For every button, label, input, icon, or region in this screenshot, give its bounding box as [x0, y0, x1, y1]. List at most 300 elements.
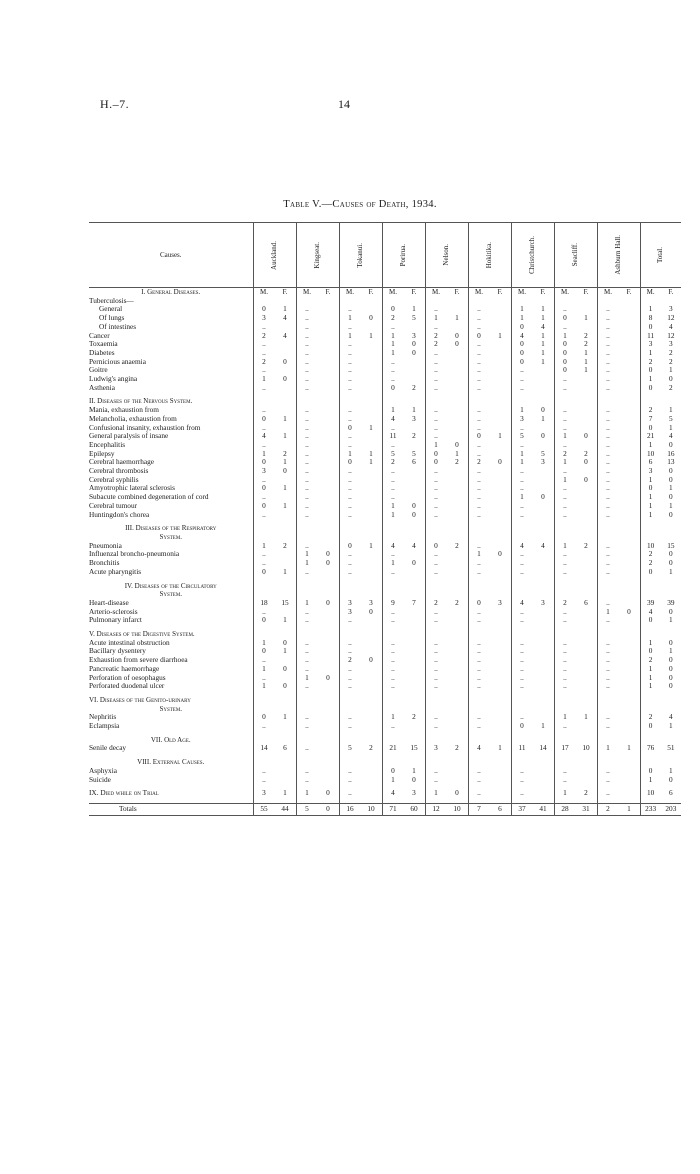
male-count: ..: [348, 339, 352, 349]
female-count: 2: [455, 540, 459, 550]
female-count: 1: [283, 566, 287, 576]
female-count: [318, 332, 339, 341]
male-count: 0: [434, 448, 438, 458]
female-count: [576, 415, 597, 424]
cause-label: Epilepsy: [89, 449, 115, 458]
female-count: 1: [669, 483, 673, 493]
male-count: 0: [262, 566, 266, 576]
cause-label: Totals: [119, 804, 137, 814]
female-count: 1: [283, 483, 287, 493]
female-count: 1: [669, 365, 673, 375]
male-count: ..: [606, 313, 610, 323]
female-count: 0: [669, 492, 673, 502]
female-count: [533, 656, 554, 665]
male-count: 2: [563, 448, 567, 458]
male-count: ..: [606, 492, 610, 502]
male-count: 1: [391, 330, 395, 340]
table-row: [89, 542, 681, 551]
male-count: ..: [348, 765, 352, 775]
female-count: [619, 639, 640, 648]
female-count: [533, 511, 554, 520]
female-count: [275, 550, 296, 559]
male-count: 0: [563, 339, 567, 349]
male-count: ..: [606, 474, 610, 484]
female-count: 4: [283, 330, 287, 340]
male-count: 2: [648, 405, 653, 415]
male-count: ..: [434, 347, 438, 357]
female-count: 0: [669, 466, 673, 476]
female-count: 1: [369, 422, 373, 432]
female-count: 0: [283, 374, 287, 384]
male-count: ..: [348, 483, 352, 493]
male-count: ..: [305, 655, 309, 665]
female-count: [318, 776, 339, 785]
female-count: [533, 502, 554, 511]
female-count: 6: [584, 597, 588, 607]
cause-label: Cerebral haemorrhage: [89, 458, 155, 467]
female-count: 10: [453, 804, 461, 814]
female-count: [275, 511, 296, 520]
male-count: ..: [262, 672, 266, 682]
cause-label: Melancholia, exhaustion from: [89, 414, 177, 423]
male-count: 1: [391, 509, 395, 519]
female-count: [404, 467, 425, 476]
female-count: [490, 647, 511, 656]
female-count: [619, 424, 640, 433]
female-count: [404, 476, 425, 485]
male-count: 1: [648, 304, 653, 314]
female-count: [447, 665, 468, 674]
female-count: [533, 616, 554, 625]
section-heading: VIII. External Causes.: [137, 758, 205, 767]
female-count: [490, 502, 511, 511]
male-count: 55: [260, 804, 268, 814]
female-count: [318, 713, 339, 722]
male-count: ..: [477, 500, 481, 510]
female-count: 39: [667, 597, 675, 607]
male-count: 0: [348, 457, 352, 467]
female-count: [619, 432, 640, 441]
female-count: [576, 616, 597, 625]
female-count: 1: [669, 721, 673, 731]
section-heading-row: [89, 533, 681, 542]
section-heading-row: [89, 582, 681, 591]
table-row: [89, 314, 681, 323]
female-count: [576, 502, 597, 511]
male-count: ..: [305, 566, 309, 576]
male-count: ..: [606, 365, 610, 375]
male-count: 0: [348, 540, 352, 550]
male-count: ..: [434, 405, 438, 415]
cause-label: Of intestines: [99, 322, 137, 331]
table-row: [89, 776, 681, 785]
female-count: 0: [669, 374, 673, 384]
female-count: [576, 493, 597, 502]
female-count: [447, 349, 468, 358]
male-count: 2: [262, 356, 266, 366]
male-count: ..: [391, 321, 395, 331]
male-count: ..: [262, 422, 266, 432]
female-count: [490, 441, 511, 450]
female-count: 6: [498, 804, 502, 814]
male-count: 2: [648, 712, 653, 722]
female-count: [318, 305, 339, 314]
cause-label: Cerebral tumour: [89, 501, 138, 510]
male-count: 0: [520, 347, 524, 357]
male-count: ..: [606, 500, 610, 510]
female-count: [361, 502, 382, 511]
male-count: ..: [348, 637, 352, 647]
male-count: ..: [563, 637, 567, 647]
male-count: ..: [391, 483, 395, 493]
female-count: [619, 776, 640, 785]
column-header: [296, 223, 339, 288]
column-header: [425, 223, 468, 288]
sex-label-male: M.: [346, 288, 354, 296]
female-count: 1: [283, 304, 287, 314]
female-count: [404, 616, 425, 625]
male-count: ..: [305, 339, 309, 349]
male-count: 233: [645, 804, 657, 814]
male-count: ..: [434, 615, 438, 625]
male-count: ..: [477, 339, 481, 349]
female-count: [619, 415, 640, 424]
female-count: [447, 366, 468, 375]
male-count: ..: [606, 439, 610, 449]
female-count: [490, 375, 511, 384]
female-count: [447, 424, 468, 433]
female-count: 0: [283, 466, 287, 476]
male-count: ..: [348, 374, 352, 384]
male-count: ..: [434, 765, 438, 775]
female-count: [576, 647, 597, 656]
male-count: ..: [563, 483, 567, 493]
female-count: 0: [669, 655, 673, 665]
male-count: 1: [648, 681, 653, 691]
male-count: ..: [434, 655, 438, 665]
female-count: 2: [584, 448, 588, 458]
male-count: ..: [563, 672, 567, 682]
table-row: [89, 476, 681, 485]
female-count: [490, 366, 511, 375]
male-count: ..: [563, 374, 567, 384]
male-count: 71: [389, 804, 397, 814]
male-count: ..: [563, 566, 567, 576]
female-count: [490, 484, 511, 493]
sex-label-female: F.: [282, 288, 288, 296]
female-count: [361, 432, 382, 441]
female-count: [361, 511, 382, 520]
cause-label: Pancreatic haemorrhage: [89, 664, 160, 673]
male-count: 1: [391, 347, 395, 357]
female-count: 0: [498, 457, 502, 467]
male-count: ..: [477, 558, 481, 568]
male-count: ..: [520, 712, 524, 722]
male-count: ..: [606, 540, 610, 550]
table-row: [89, 744, 681, 753]
male-count: 1: [391, 500, 395, 510]
male-count: 0: [262, 457, 266, 467]
male-count: ..: [305, 774, 309, 784]
male-count: ..: [262, 405, 266, 415]
female-count: [576, 665, 597, 674]
male-count: ..: [520, 483, 524, 493]
male-count: ..: [305, 500, 309, 510]
male-count: ..: [606, 721, 610, 731]
male-count: ..: [262, 774, 266, 784]
female-count: [447, 608, 468, 617]
female-count: 0: [283, 663, 287, 673]
male-count: ..: [305, 413, 309, 423]
male-count: ..: [262, 347, 266, 357]
female-count: [533, 665, 554, 674]
female-count: [447, 484, 468, 493]
male-count: 1: [606, 743, 610, 753]
male-count: ..: [477, 712, 481, 722]
female-count: [533, 559, 554, 568]
female-count: 0: [412, 339, 416, 349]
female-count: [619, 656, 640, 665]
female-count: 2: [369, 743, 373, 753]
sex-label-female: F.: [583, 288, 589, 296]
section-heading: System.: [159, 704, 183, 713]
male-count: 0: [648, 365, 653, 375]
female-count: [361, 406, 382, 415]
female-count: [318, 744, 339, 753]
male-count: 2: [648, 655, 653, 665]
female-count: [576, 639, 597, 648]
female-count: [361, 358, 382, 367]
section-heading: VI. Diseases of the Genito-urinary: [89, 695, 191, 704]
male-count: ..: [563, 509, 567, 519]
male-count: 18: [260, 597, 268, 607]
female-count: [318, 314, 339, 323]
female-count: [447, 722, 468, 731]
female-count: 0: [498, 549, 502, 559]
male-count: ..: [391, 655, 395, 665]
female-count: 0: [669, 509, 673, 519]
female-count: [619, 305, 640, 314]
male-count: ..: [606, 558, 610, 568]
male-count: ..: [348, 566, 352, 576]
male-count: ..: [305, 492, 309, 502]
female-count: [533, 366, 554, 375]
male-count: 10: [646, 540, 655, 550]
male-count: ..: [563, 681, 567, 691]
section-heading: IV. Diseases of the Circulatory: [124, 581, 217, 590]
male-count: ..: [477, 615, 481, 625]
male-count: ..: [477, 448, 481, 458]
female-count: [447, 767, 468, 776]
female-count: [490, 358, 511, 367]
female-count: 1: [584, 347, 588, 357]
female-count: [619, 616, 640, 625]
female-count: [490, 656, 511, 665]
female-count: [318, 458, 339, 467]
female-count: [318, 415, 339, 424]
male-count: ..: [305, 321, 309, 331]
male-count: ..: [477, 765, 481, 775]
female-count: 1: [498, 743, 502, 753]
male-count: 4: [520, 330, 524, 340]
header-row: [89, 223, 681, 288]
male-count: ..: [477, 413, 481, 423]
male-count: 1: [391, 339, 395, 349]
female-count: [576, 406, 597, 415]
male-count: 1: [262, 681, 266, 691]
female-count: 1: [498, 431, 502, 441]
male-count: ..: [520, 466, 524, 476]
male-count: ..: [477, 672, 481, 682]
male-count: 7: [648, 413, 653, 423]
female-count: 3: [412, 788, 416, 798]
male-count: ..: [477, 313, 481, 323]
male-count: 0: [262, 712, 266, 722]
female-count: [447, 511, 468, 520]
sex-label-male: M.: [260, 288, 268, 296]
male-count: 12: [432, 804, 440, 814]
female-count: 2: [584, 330, 588, 340]
male-count: ..: [606, 646, 610, 656]
female-count: [361, 776, 382, 785]
male-count: ..: [262, 365, 266, 375]
female-count: [275, 384, 296, 393]
male-count: ..: [520, 566, 524, 576]
male-count: ..: [262, 509, 266, 519]
female-count: [447, 384, 468, 393]
column-header-label: Ashburn Hall.: [614, 235, 623, 275]
table-row: [89, 450, 681, 459]
female-count: 1: [369, 330, 373, 340]
female-count: [533, 674, 554, 683]
female-count: [361, 559, 382, 568]
female-count: [619, 340, 640, 349]
male-count: ..: [563, 422, 567, 432]
female-count: 2: [412, 382, 416, 392]
male-count: ..: [348, 405, 352, 415]
male-count: ..: [606, 448, 610, 458]
female-count: [318, 484, 339, 493]
female-count: [318, 656, 339, 665]
female-count: [275, 722, 296, 731]
male-count: 4: [391, 788, 395, 798]
female-count: 1: [283, 788, 287, 798]
male-count: 2: [434, 597, 438, 607]
female-count: 51: [667, 743, 675, 753]
male-count: ..: [520, 788, 524, 798]
female-count: 1: [369, 448, 373, 458]
column-header: [640, 223, 681, 288]
male-count: ..: [434, 474, 438, 484]
male-count: ..: [606, 663, 610, 673]
female-count: 3: [498, 597, 502, 607]
female-count: 10: [582, 743, 590, 753]
female-count: [533, 682, 554, 691]
male-count: 2: [434, 339, 438, 349]
female-count: [447, 467, 468, 476]
totals-row: [89, 803, 681, 815]
male-count: ..: [434, 422, 438, 432]
male-count: 17: [561, 743, 569, 753]
male-count: 1: [648, 663, 653, 673]
male-count: ..: [391, 637, 395, 647]
female-count: [404, 608, 425, 617]
male-count: 0: [563, 313, 567, 323]
female-count: 0: [669, 681, 673, 691]
female-count: [318, 647, 339, 656]
male-count: ..: [305, 431, 309, 441]
female-count: 2: [584, 540, 588, 550]
female-count: [533, 639, 554, 648]
male-count: 1: [563, 474, 567, 484]
male-count: 0: [563, 365, 567, 375]
female-count: [361, 767, 382, 776]
male-count: 1: [262, 448, 266, 458]
male-count: ..: [477, 382, 481, 392]
male-count: ..: [606, 413, 610, 423]
male-count: 0: [648, 721, 653, 731]
female-count: 6: [669, 788, 673, 798]
female-count: [361, 550, 382, 559]
male-count: ..: [477, 637, 481, 647]
male-count: ..: [520, 365, 524, 375]
male-count: 11: [389, 431, 397, 441]
male-count: 0: [262, 413, 266, 423]
female-count: 3: [541, 597, 545, 607]
male-count: ..: [520, 663, 524, 673]
female-count: [361, 340, 382, 349]
male-count: 4: [391, 540, 395, 550]
female-count: 1: [669, 765, 673, 775]
female-count: [361, 366, 382, 375]
female-count: [490, 305, 511, 314]
female-count: 4: [669, 321, 673, 331]
sex-label-male: M.: [561, 288, 569, 296]
female-count: [619, 647, 640, 656]
female-count: [576, 375, 597, 384]
cause-label: IX. Died while on Trial: [89, 789, 159, 798]
male-count: 10: [646, 448, 655, 458]
male-count: ..: [434, 606, 438, 616]
table-row: [89, 608, 681, 617]
male-count: ..: [348, 549, 352, 559]
male-count: ..: [434, 566, 438, 576]
female-count: 0: [326, 597, 330, 607]
male-count: 39: [646, 597, 655, 607]
male-count: ..: [477, 681, 481, 691]
male-count: 28: [561, 804, 569, 814]
female-count: [619, 722, 640, 731]
female-count: [447, 568, 468, 577]
male-count: ..: [391, 466, 395, 476]
male-count: ..: [606, 566, 610, 576]
sex-label-female: F.: [368, 288, 374, 296]
male-count: ..: [477, 566, 481, 576]
female-count: [490, 674, 511, 683]
table-row: [89, 674, 681, 683]
male-count: ..: [348, 356, 352, 366]
female-count: 10: [367, 804, 375, 814]
female-count: [619, 406, 640, 415]
female-count: 0: [412, 500, 416, 510]
female-count: [619, 467, 640, 476]
male-count: 1: [563, 330, 567, 340]
female-count: [619, 375, 640, 384]
female-count: 1: [669, 405, 673, 415]
male-count: 3: [434, 743, 438, 753]
female-count: 0: [669, 606, 673, 616]
male-count: ..: [477, 304, 481, 314]
